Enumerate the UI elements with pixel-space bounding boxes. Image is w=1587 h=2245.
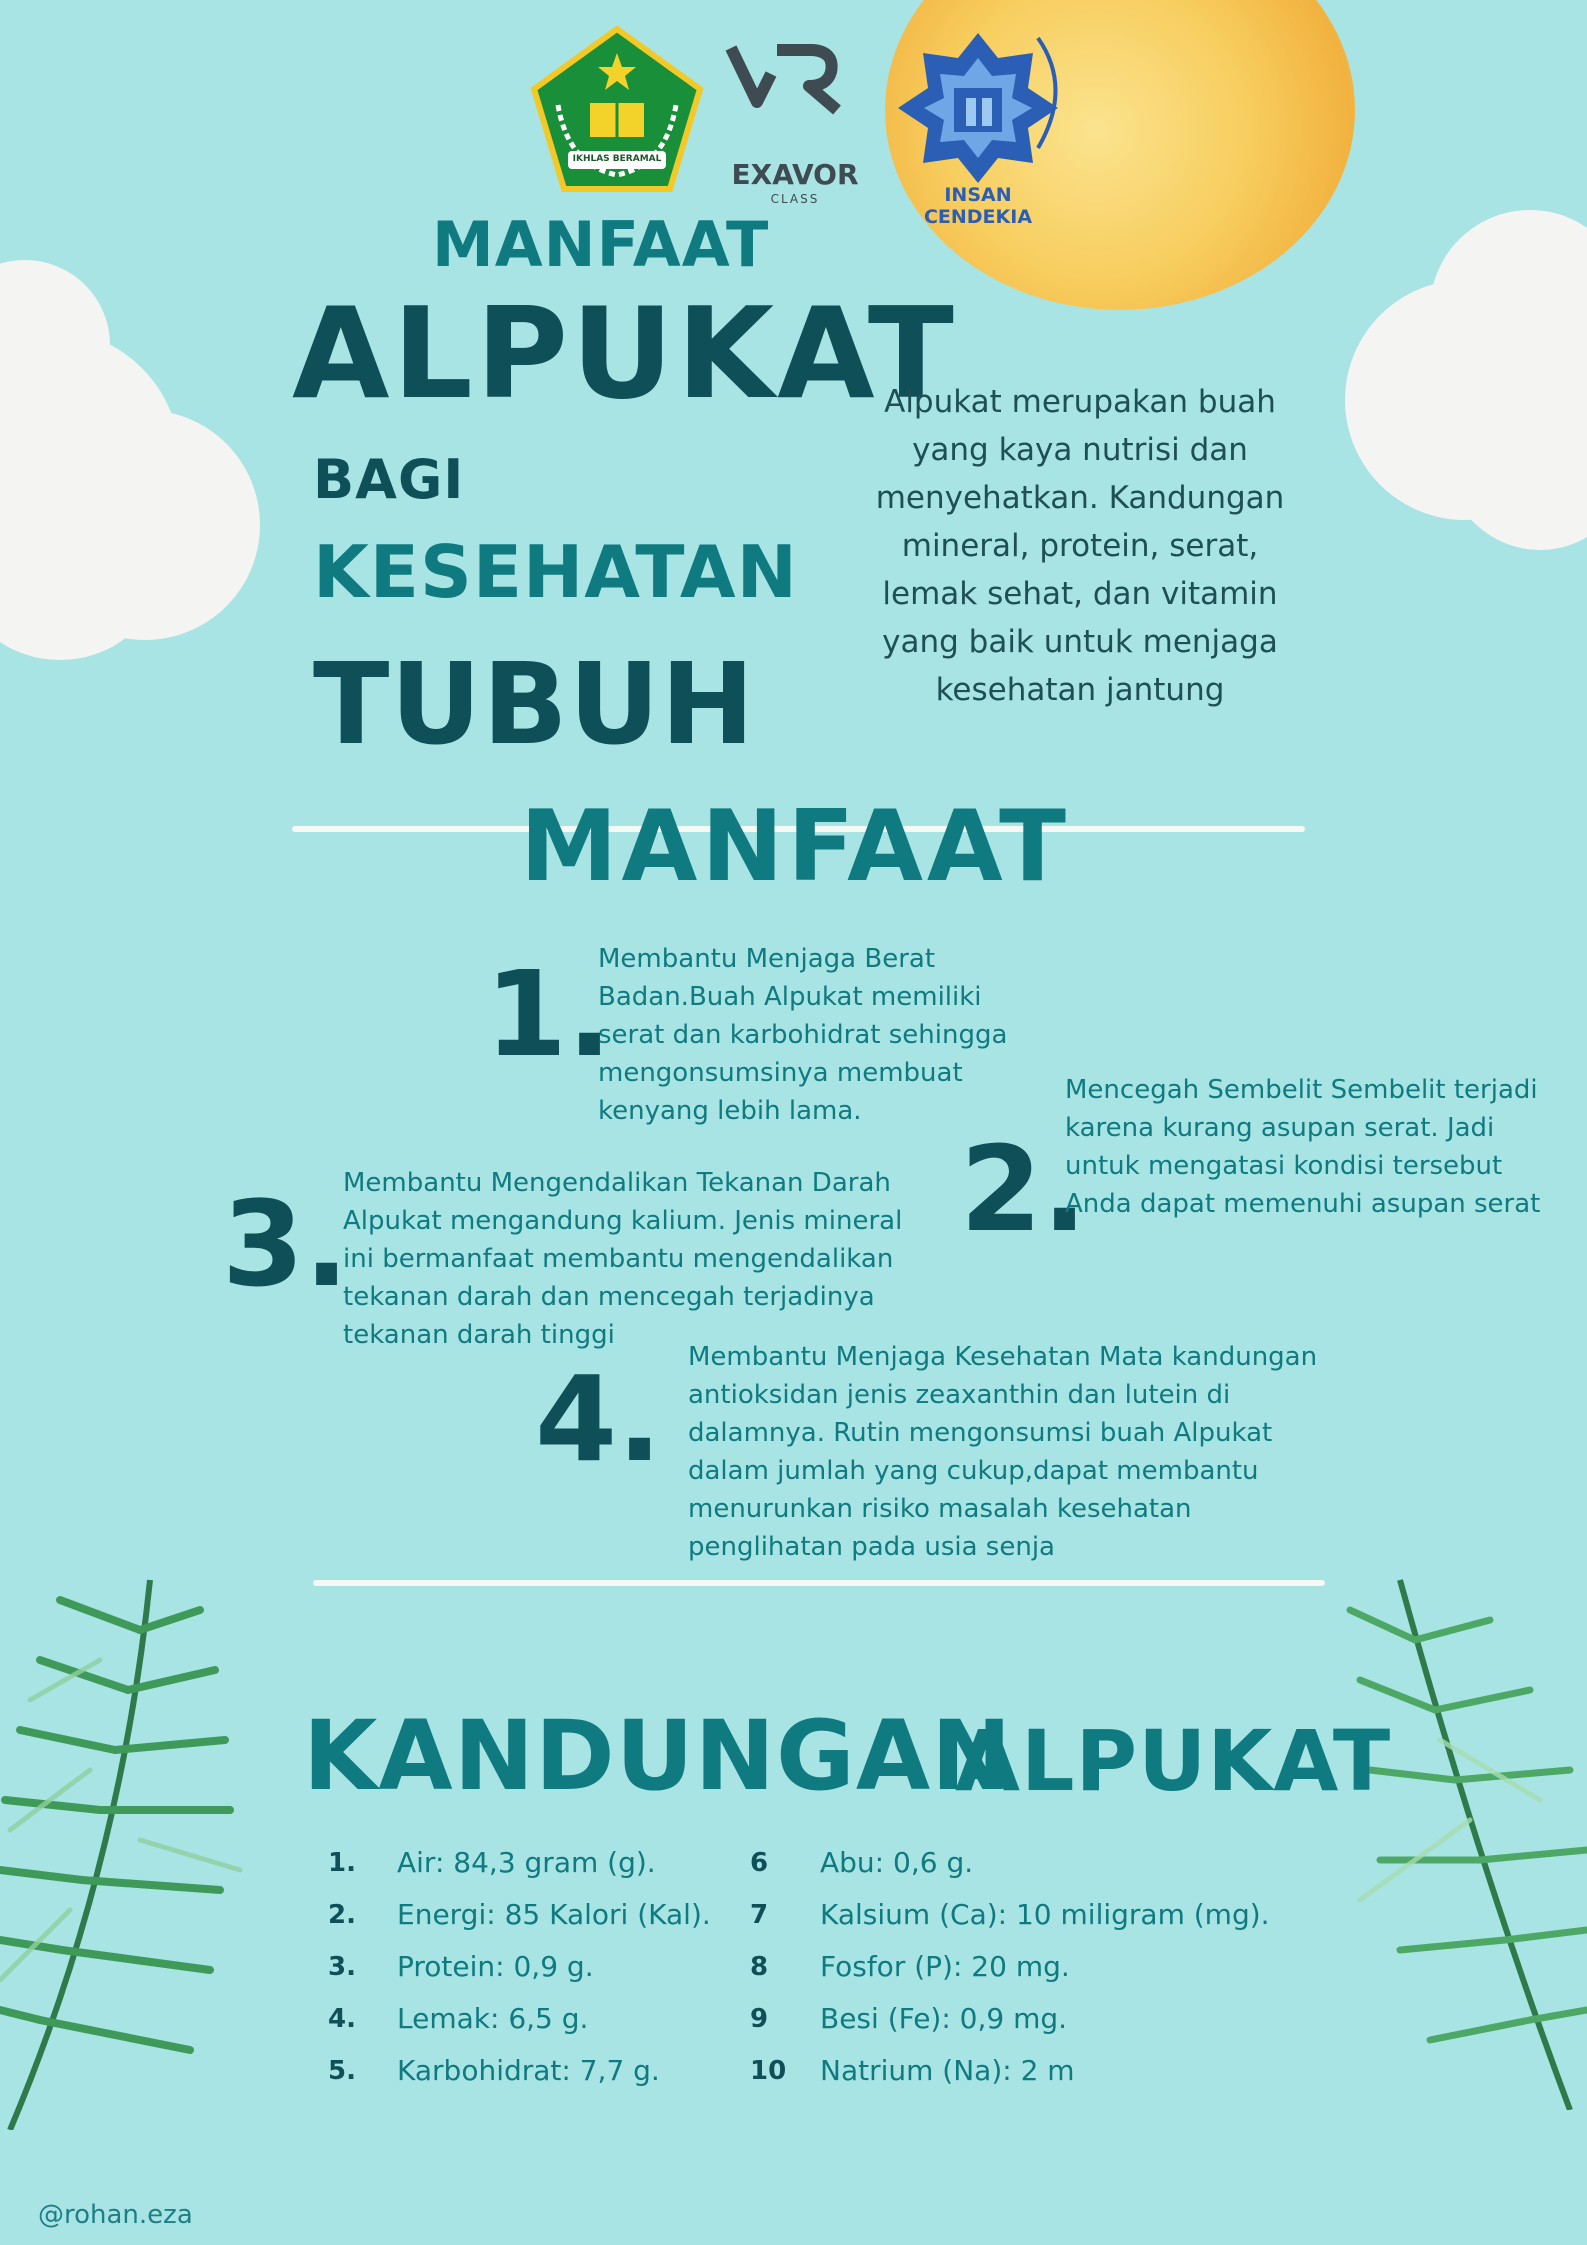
kemenag-logo [528, 25, 706, 195]
benefit-number-4: 4. [535, 1350, 662, 1488]
exavor-logo [725, 40, 865, 210]
list-item-text: Kalsium (Ca): 10 miligram (mg). [820, 1898, 1270, 1931]
title-alpukat: ALPUKAT [292, 280, 957, 427]
list-item-text: Air: 84,3 gram (g). [397, 1846, 656, 1879]
palm-leaf-left-decoration [0, 1570, 250, 2130]
content-heading-alpukat: ALPUKAT [955, 1712, 1392, 1810]
kemenag-logo-text: IKHLAS BERAMAL [572, 154, 662, 164]
exavor-brand: EXAVOR [731, 158, 859, 191]
benefit-text-2: Mencegah Sembelit Sembelit terjadi karena kurang asupan serat. Jadi untuk mengatasi kondisi tersebut Anda dapat memenuhi asupan serat [1065, 1075, 1541, 1219]
list-item-text: Energi: 85 Kalori (Kal). [397, 1898, 711, 1931]
intro-text: Alpukat merupakan buah yang kaya nutrisi dan menyehatkan. Kandungan mineral, protein, serat, lemak sehat, dan vitamin yang baik untuk menjaga kesehatan jantung [875, 384, 1285, 708]
content-heading-kandungan: KANDUNGAN [303, 1700, 1013, 1812]
title-bagi: BAGI [313, 448, 465, 511]
benefit-number-2: 2. [960, 1120, 1087, 1258]
benefit-text-4: Membantu Menjaga Kesehatan Mata kandungan antioksidan jenis zeaxanthin dan lutein di dalamnya. Rutin mengonsumsi buah Alpukat dalam jumlah yang cukup,dapat membantu menurunkan risiko masalah kesehatan penglihatan pada usia senja [688, 1342, 1318, 1562]
footer-handle: @rohan.eza [38, 2200, 193, 2230]
insan-cendekia-logo [888, 28, 1068, 228]
list-item-number: 3. [328, 1952, 356, 1982]
list-item-number: 10 [750, 2056, 787, 2086]
list-item-text: Lemak: 6,5 g. [397, 2002, 589, 2035]
benefit-number-3: 3. [222, 1175, 349, 1313]
list-item-text: Natrium (Na): 2 m [820, 2054, 1075, 2087]
benefit-text-3: Membantu Mengendalikan Tekanan Darah Alpukat mengandung kalium. Jenis mineral ini bermanfaat membantu mengendalikan tekanan darah dan mencegah terjadinya tekanan darah tinggi [343, 1168, 903, 1350]
list-item-number: 9 [750, 2004, 769, 2034]
palm-leaf-right-decoration [1340, 1570, 1587, 2110]
divider-bottom [313, 1580, 1325, 1586]
title-manfaat: MANFAAT [432, 208, 770, 281]
list-item-text: Besi (Fe): 0,9 mg. [820, 2002, 1068, 2035]
benefits-heading: MANFAAT [520, 790, 1071, 904]
exavor-sub: CLASS [770, 192, 820, 206]
list-item-text: Abu: 0,6 g. [820, 1846, 974, 1879]
list-item-text: Protein: 0,9 g. [397, 1950, 594, 1983]
list-item-number: 8 [750, 1952, 769, 1982]
title-tubuh: TUBUH [313, 640, 756, 770]
insan-cendekia-text: INSAN CENDEKIA [923, 184, 1033, 228]
list-item-number: 7 [750, 1900, 769, 1930]
benefit-number-1: 1. [485, 945, 612, 1083]
list-item-number: 4. [328, 2004, 356, 2034]
list-item-number: 1. [328, 1848, 356, 1878]
list-item-number: 6 [750, 1848, 769, 1878]
list-item-number: 2. [328, 1900, 356, 1930]
list-item-text: Karbohidrat: 7,7 g. [397, 2054, 660, 2087]
title-kesehatan: KESEHATAN [313, 530, 798, 614]
list-item-number: 5. [328, 2056, 356, 2086]
benefit-text-1: Membantu Menjaga Berat Badan.Buah Alpukat memiliki serat dan karbohidrat sehingga mengonsumsinya membuat kenyang lebih lama. [598, 944, 1008, 1126]
list-item-text: Fosfor (P): 20 mg. [820, 1950, 1070, 1983]
